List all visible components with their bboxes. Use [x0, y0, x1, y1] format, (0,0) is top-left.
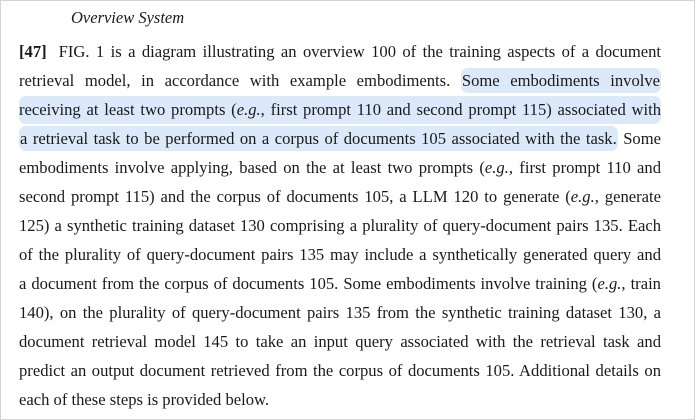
- text-line: [19, 385, 661, 414]
- line-text: retrieval model, in accordance with example embodiments.: [19, 71, 461, 90]
- highlighted-text[interactable]: a retrieval task to be performed on a corpus of documents 105 associated with the task.: [19, 126, 618, 151]
- italic-text: e.g.: [484, 158, 509, 177]
- line-text: each of these steps is provided below.: [19, 390, 270, 409]
- line-text: second prompt 115) and the corpus of documents 105, a LLM 120 to generate (: [19, 187, 571, 206]
- line-text: Some: [617, 129, 662, 148]
- text-line: [19, 95, 661, 124]
- text-line: [19, 66, 661, 95]
- line-text: FIG. 1 is a diagram illustrating an overview 100 of the training aspects of a document: [58, 42, 661, 61]
- text-line: [19, 269, 661, 298]
- text-line: [19, 153, 661, 182]
- line-text: , first prompt 110 and: [508, 158, 662, 177]
- line-text: of the plurality of query-document pairs 135 may include a synthetically generated query and: [19, 245, 661, 264]
- line-text: 125) a synthetic training dataset 130 comprising a plurality of query-document pairs 135. Each: [19, 216, 661, 235]
- italic-text: e.g.: [236, 100, 261, 119]
- text-line: [19, 356, 661, 385]
- italic-text: e.g.: [597, 274, 622, 293]
- line-text: , train: [621, 274, 661, 293]
- line-text: , generate: [594, 187, 661, 206]
- paragraph-47: [19, 37, 661, 414]
- text-line: [19, 298, 661, 327]
- text-line: [19, 182, 661, 211]
- line-text: predict an output document retrieved from the corpus of documents 105. Additional details on: [19, 361, 661, 380]
- line-text: embodiments involve applying, based on the at least two prompts (: [19, 158, 485, 177]
- text-line: [19, 240, 661, 269]
- section-heading: Overview System: [71, 8, 185, 27]
- text-line: [19, 37, 661, 66]
- italic-text: e.g.: [570, 187, 595, 206]
- text-line: [19, 211, 661, 240]
- highlighted-text[interactable]: Some embodiments involve: [461, 68, 661, 93]
- text-line: [19, 124, 661, 153]
- line-text: document retrieval model 145 to take an input query associated with the retrieval task and: [19, 332, 661, 351]
- paragraph-number: [47]: [19, 42, 47, 61]
- highlighted-text[interactable]: [19, 96, 661, 124]
- line-text: 140), on the plurality of query-document pairs 135 from the synthetic training dataset 130, a: [19, 303, 661, 322]
- text-line: [19, 327, 661, 356]
- line-text: a document from the corpus of documents 105. Some embodiments involve training (: [19, 274, 598, 293]
- line-text: , first prompt 110 and second prompt 115) associated with: [260, 100, 662, 119]
- line-text: receiving at least two prompts (: [19, 100, 237, 119]
